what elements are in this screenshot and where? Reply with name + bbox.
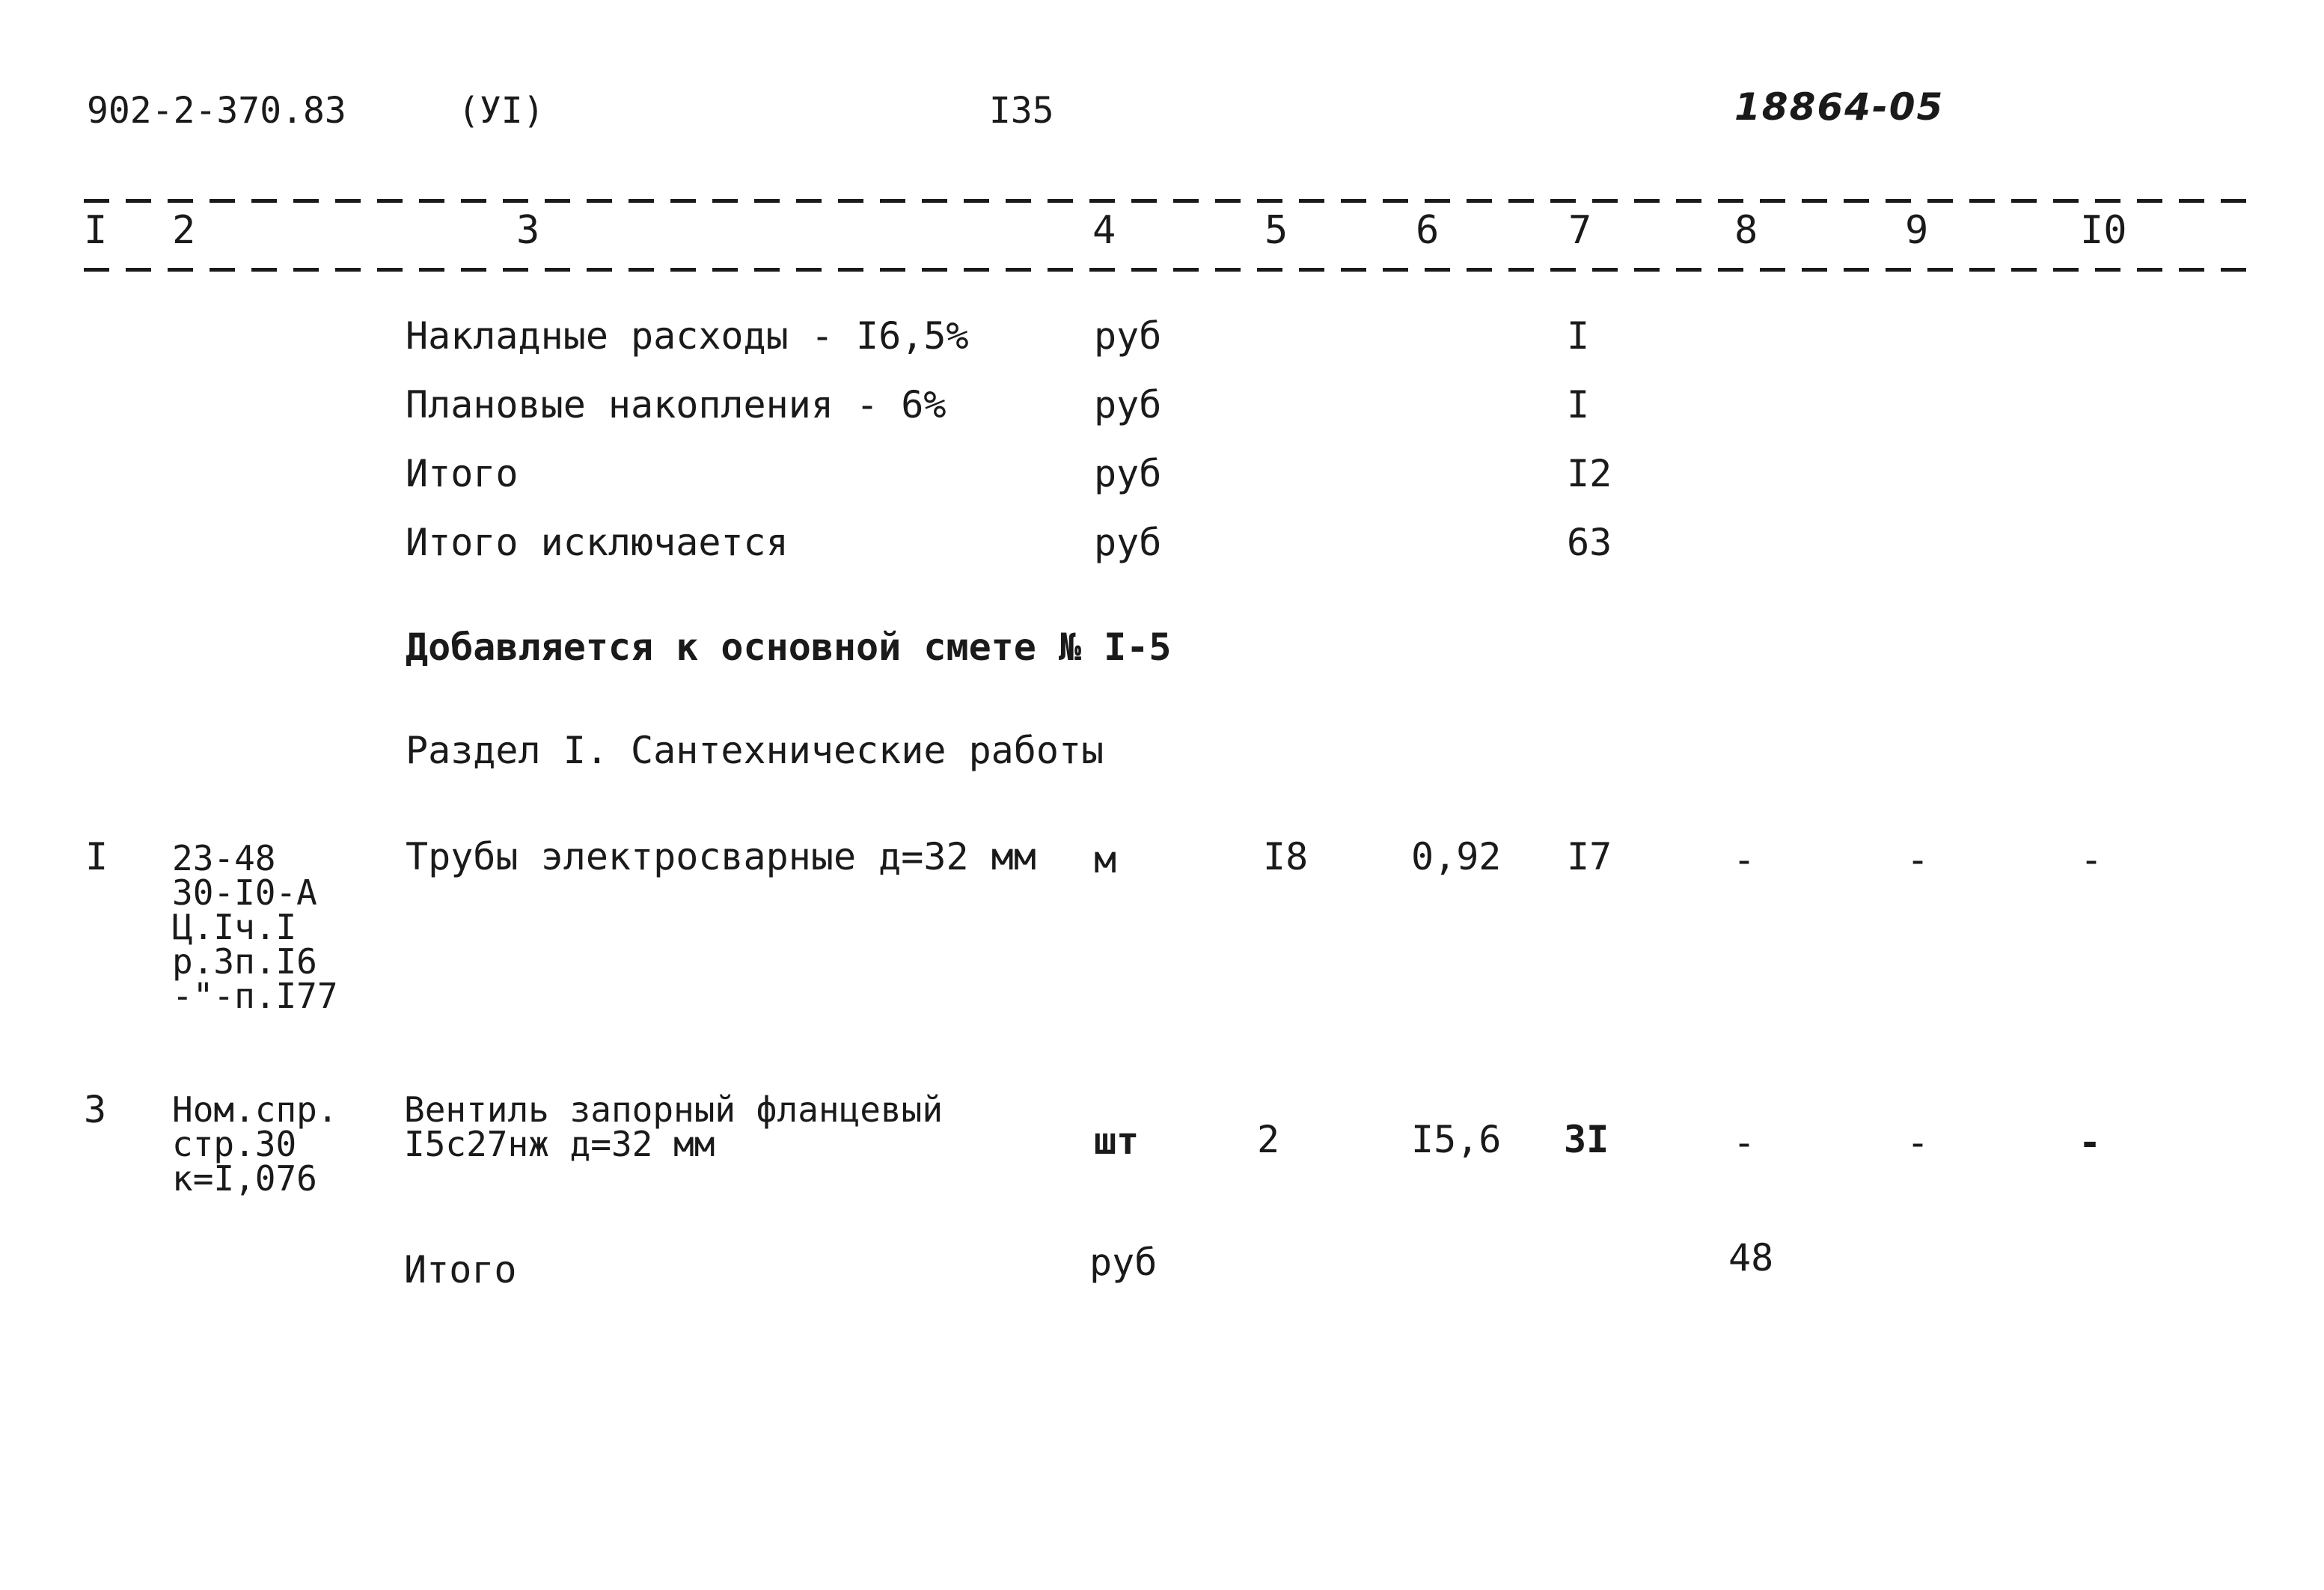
inventory-number: 18864-05 [1734,85,1945,129]
item-price: I5,6 [1411,1118,1502,1161]
table-header-rule [84,268,2258,272]
summary-name-subtotal: Итого [406,452,519,495]
item-name: Вентиль запорный фланцевый [404,1089,944,1130]
column-header-2: 2 [172,208,196,253]
summary-name-planned-savings: Плановые накопления - 6% [406,383,947,426]
item-unit: шт [1094,1119,1140,1163]
column-header-7: 7 [1568,208,1592,253]
summary-value-excluded: 63 [1567,521,1612,564]
summary-value-subtotal: I2 [1567,452,1612,495]
column-header-5: 5 [1265,208,1288,253]
item-code-line: Ц.Iч.I [172,907,297,947]
summary-name-excluded: Итого исключается [406,521,789,564]
item-quantity: 2 [1257,1118,1280,1161]
summary-unit-planned-savings: руб [1094,383,1162,426]
column-header-6: 6 [1416,208,1440,253]
column-header-3: 3 [516,208,540,253]
item-code-line: 23-48 [172,838,276,878]
column-header-9: 9 [1905,208,1929,253]
item-col9: - [1906,1121,1930,1164]
item-number: 3 [84,1088,107,1131]
section-heading: Раздел I. Сантехнические работы [406,729,1104,772]
table-top-rule [84,199,2258,203]
item-name: Трубы электросварные д=32 мм [406,835,1036,878]
column-header-1: I [84,208,108,253]
item-col10: - [2079,1121,2102,1164]
document-part: (УI) [458,90,545,132]
item-number: I [85,835,108,878]
page-number: I35 [989,90,1054,132]
summary-value-overhead: I [1567,314,1590,358]
document-code: 902-2-370.83 [87,90,346,132]
item-col8: - [1733,1121,1756,1164]
column-header-8: 8 [1734,208,1758,253]
summary-value-planned-savings: I [1567,383,1590,426]
item-total: 3I [1564,1118,1609,1161]
item-code-line: р.3п.I6 [172,941,317,982]
item-quantity: I8 [1263,835,1309,878]
summary-unit-overhead: руб [1094,314,1162,358]
item-col9: - [1906,838,1930,881]
addition-heading: Добавляется к основной смете № I-5 [406,626,1172,669]
item-unit: м [1094,838,1117,881]
item-code-line: 30-I0-А [172,872,317,913]
item-price: 0,92 [1411,835,1502,878]
summary-name-overhead: Накладные расходы - I6,5% [406,314,969,358]
item-total: I7 [1567,835,1612,878]
total-name: Итого [404,1248,517,1291]
summary-unit-excluded: руб [1094,521,1162,564]
column-header-10: I0 [2080,208,2127,253]
item-code-line: -"-п.I77 [172,976,338,1016]
summary-unit-subtotal: руб [1094,452,1162,495]
column-header-4: 4 [1092,208,1116,253]
item-code-line: Ном.спр. [172,1089,338,1130]
item-code-line: стр.30 [172,1124,297,1164]
item-col10: - [2080,838,2103,881]
total-value: 48 [1728,1236,1774,1279]
item-col8: - [1733,838,1756,881]
item-name: I5с27нж д=32 мм [404,1124,715,1164]
item-code-line: к=I,076 [172,1158,317,1199]
total-unit: руб [1089,1241,1158,1284]
